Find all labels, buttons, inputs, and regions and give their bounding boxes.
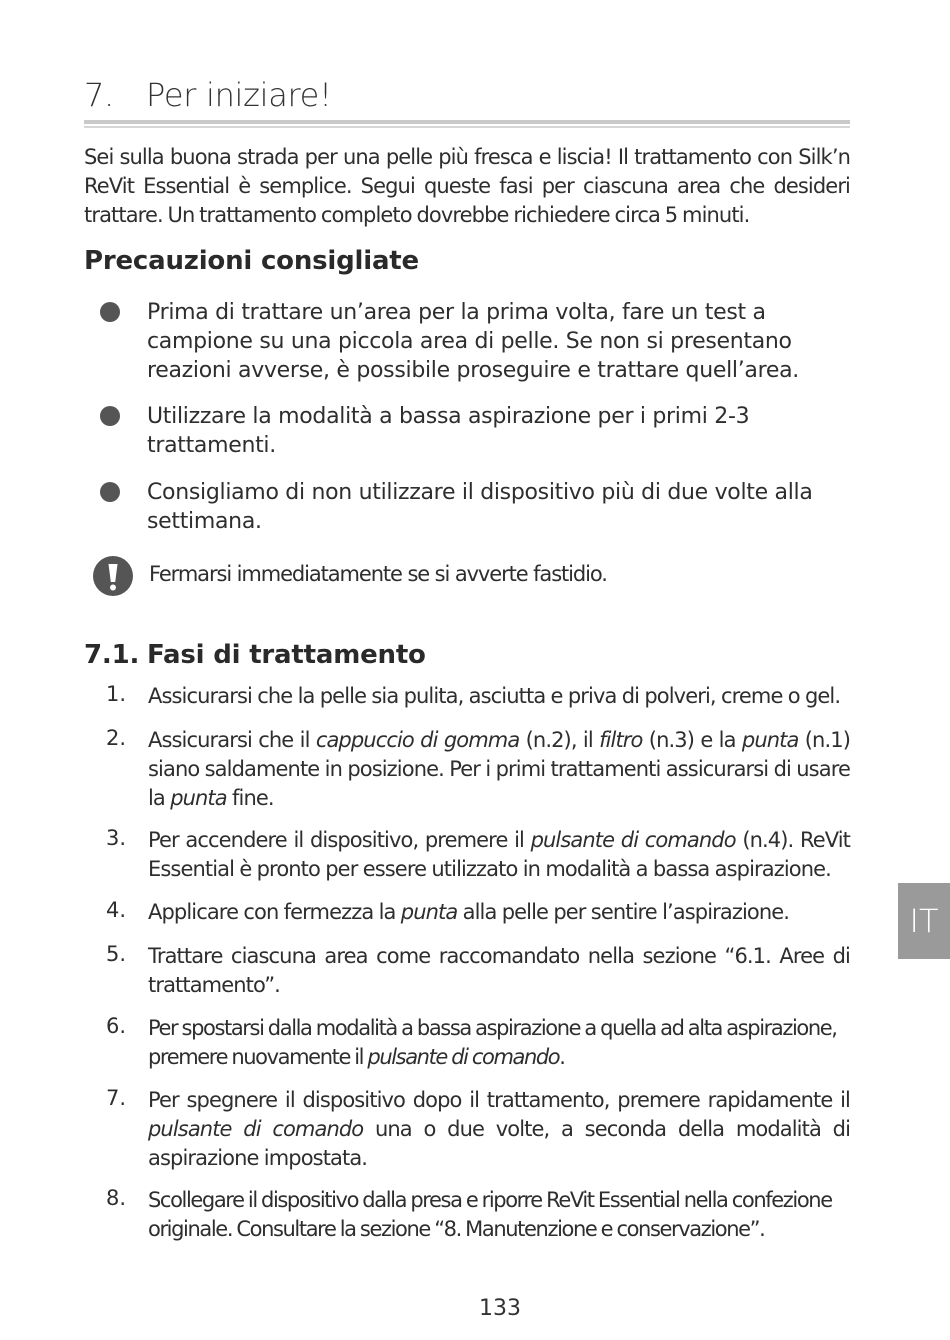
step-text [148, 1014, 850, 1072]
bullet-dot-icon [100, 302, 120, 322]
exclamation-circle-icon [93, 556, 133, 596]
step-text-run: (n.3) e la [642, 728, 742, 752]
bullet-dot-icon [100, 406, 120, 426]
step-text-run: Applicare con fermezza la [148, 900, 401, 924]
step-number: 7. [105, 1086, 126, 1110]
step-text [148, 682, 850, 711]
step-text [148, 898, 850, 927]
step-number: 2. [105, 726, 126, 750]
step-text-run: Assicurarsi che il [148, 728, 316, 752]
chapter-title [84, 76, 332, 114]
step-text-run: Trattare ciascuna area come raccomandato nella sezione “6.1. Aree di trattamento”. [148, 944, 850, 997]
step-text-run: . [559, 1045, 565, 1069]
step-text [148, 1186, 850, 1244]
step-text-run: alla pelle per sentire l’aspirazione. [457, 900, 790, 924]
step-italic-term: punta [170, 786, 227, 810]
step-text-run: Per spegnere il dispositivo dopo il trattamento, premere rapidamente il [148, 1088, 850, 1112]
step-text [148, 826, 850, 884]
step-text-run: Per spostarsi dalla modalità a bassa aspirazione a quella ad alta aspirazione, premere nuovamente il [148, 1016, 837, 1069]
steps-heading [84, 640, 426, 670]
title-rule-thin [84, 126, 850, 128]
page-number: 133 [479, 1296, 521, 1321]
step-italic-term: punta [400, 900, 458, 924]
step-number: 4. [105, 898, 126, 922]
bullet-dot-icon [100, 482, 120, 502]
step-italic-term: filtro [599, 728, 643, 752]
step-italic-term: pulsante di comando [530, 828, 736, 852]
chapter-number: 7. [84, 76, 114, 114]
step-text-run: Per accendere il dispositivo, premere il [148, 828, 531, 852]
step-number: 8. [105, 1186, 126, 1210]
language-tab: IT [898, 883, 950, 959]
step-text-run: (n.1) siano saldamente in posizione. Per i primi trattamenti assicurarsi di usare la [148, 728, 850, 810]
title-rule [84, 120, 850, 124]
section-number: 7.1. [84, 640, 140, 670]
step-number: 1. [105, 682, 126, 706]
step-text [148, 942, 850, 1000]
step-text [148, 1086, 850, 1173]
step-text-run: (n.2), il [519, 728, 600, 752]
step-text-run: (n.4). ReVit Essential è pronto per essere utilizzato in modalità a bassa aspirazione. [148, 828, 850, 881]
intro-paragraph: Sei sulla buona strada per una pelle più fresca e liscia! Il trattamento con Silk’n ReVit Essential è semplice. Segui queste fasi per ciascuna area che desideri trattare. Un trattamento completo dovrebbe richiedere circa 5 minuti. [84, 145, 850, 227]
precaution-item: Prima di trattare un’area per la prima volta, fare un test a campione su una piccola area di pelle. Se non si presentano reazioni avverse, è possibile proseguire e trattare quell’area. [147, 300, 799, 383]
step-text [148, 726, 850, 813]
step-text-run: Assicurarsi che la pelle sia pulita, asciutta e priva di polveri, creme o gel. [148, 684, 841, 708]
chapter-title-text: Per iniziare! [146, 76, 332, 114]
step-text-run: Scollegare il dispositivo dalla presa e riporre ReVit Essential nella confezione originale. Consultare la sezione “8. Manutenzione e conservazione”. [148, 1188, 832, 1241]
step-italic-term: pulsante di comando [148, 1117, 364, 1141]
precautions-heading: Precauzioni consigliate [84, 246, 419, 276]
warning-text: Fermarsi immediatamente se si avverte fastidio. [149, 562, 607, 586]
step-italic-term: punta [741, 728, 799, 752]
step-italic-term: cappuccio di gomma [315, 728, 520, 752]
step-text-run: una o due volte, a seconda della modalità di aspirazione impostata. [148, 1117, 851, 1170]
precaution-item: Consigliamo di non utilizzare il dispositivo più di due volte alla settimana. [147, 480, 813, 534]
step-number: 5. [105, 942, 126, 966]
step-number: 3. [105, 826, 126, 850]
step-number: 6. [105, 1014, 126, 1038]
step-text-run: fine. [226, 786, 274, 810]
precaution-item: Utilizzare la modalità a bassa aspirazione per i primi 2-3 trattamenti. [147, 404, 750, 458]
step-italic-term: pulsante di comando [367, 1045, 560, 1069]
steps-heading-text: Fasi di trattamento [147, 640, 426, 670]
